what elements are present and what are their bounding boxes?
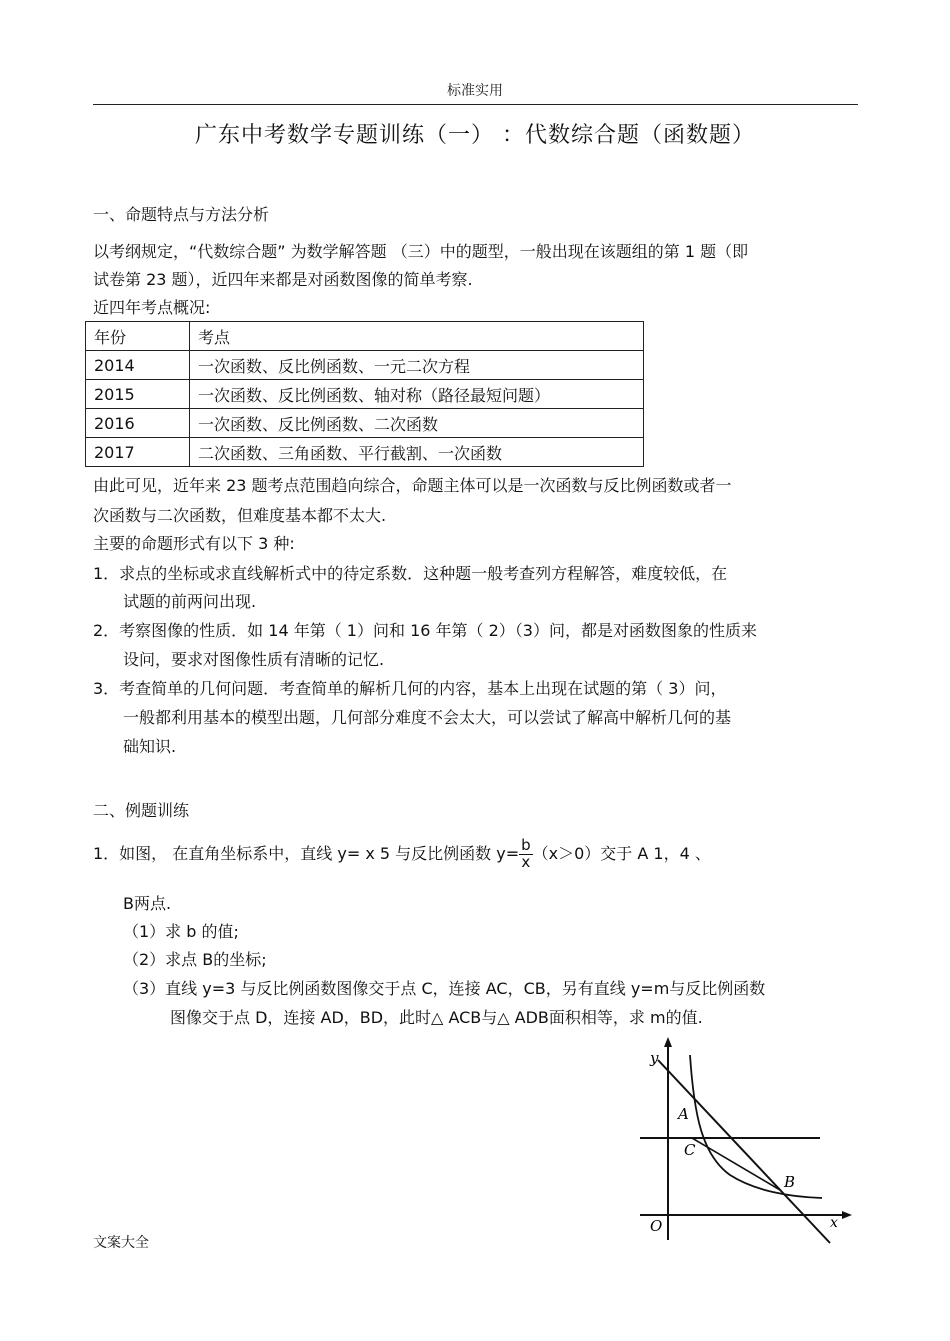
summary-line-2: 次函数与二次函数，但难度基本都不太大.	[93, 506, 387, 525]
table-cell-topic: 一次函数、反比例函数、轴对称（路径最短问题）	[190, 380, 644, 409]
question-1-stem-pre: 1．如图， 在直角坐标系中，直线 y= x 5 与反比例函数 y=	[93, 843, 520, 863]
intro-line-2: 试卷第 23 题），近四年来都是对函数图像的简单考察.	[93, 270, 473, 289]
label-b: B	[784, 1173, 796, 1191]
form-item-1-line-1: 1．求点的坐标或求直线解析式中的待定系数．这种题一般考查列方程解答，难度较低，在	[93, 564, 728, 583]
table-row	[86, 380, 644, 409]
table-cell-year: 2017	[86, 438, 190, 467]
form-item-3-line-2: 一般都利用基本的模型出题，几何部分难度不会太大，可以尝试了解高中解析几何的基	[123, 708, 732, 727]
page-header: 标准实用	[447, 83, 503, 99]
question-1-sub-3-line-1: （3）直线 y=3 与反比例函数图像交于点 C，连接 AC，CB，另有直线 y=m与反比例函数	[123, 979, 766, 998]
form-item-2-line-1: 2．考察图像的性质．如 14 年第（ 1）问和 16 年第（ 2）（3）问，都是对函数图象的性质来	[93, 621, 757, 640]
table-header-row	[86, 322, 644, 351]
table-cell-topic: 一次函数、反比例函数、二次函数	[190, 409, 644, 438]
intro-line-1: 以考纲规定，“代数综合题” 为数学解答题 （三）中的题型，一般出现在该题组的第 1 题（即	[93, 242, 749, 261]
table-cell-topic: 二次函数、三角函数、平行截割、一次函数	[190, 438, 644, 467]
overview-label: 近四年考点概况:	[93, 298, 211, 317]
form-item-1-line-2: 试题的前两问出现.	[123, 592, 257, 611]
question-1-sub-1: （1）求 b 的值;	[123, 922, 239, 941]
table-row	[86, 351, 644, 380]
fraction-b-over-x	[519, 838, 533, 871]
page-footer: 文案大全	[93, 1235, 149, 1251]
header-divider	[93, 104, 858, 105]
question-1-sub-3-line-2: 图像交于点 D，连接 AD，BD，此时△ ACB与△ ADB面积相等，求 m的值.	[170, 1008, 703, 1027]
label-origin: O	[650, 1217, 663, 1235]
table-cell-year: 2014	[86, 351, 190, 380]
table-cell-year: 2016	[86, 409, 190, 438]
label-a: A	[678, 1105, 689, 1123]
question-1-line-2: B两点.	[123, 894, 172, 913]
table-cell-topic: 一次函数、反比例函数、一元二次方程	[190, 351, 644, 380]
question-1-sub-2: （2）求点 B的坐标;	[123, 950, 267, 969]
question-1-stem-post: （x＞0）交于 A 1，4 、	[532, 843, 711, 863]
form-item-3-line-1: 3．考查简单的几何问题．考查简单的解析几何的内容，基本上出现在试题的第（ 3）问，	[93, 679, 727, 698]
fraction-numerator: b	[521, 836, 531, 854]
fraction-denominator: x	[521, 852, 531, 871]
form-item-3-line-3: 础知识.	[123, 737, 177, 756]
form-item-2-line-2: 设问，要求对图像性质有清晰的记忆.	[123, 650, 385, 669]
topics-table	[85, 321, 644, 467]
table-cell-year: 2015	[86, 380, 190, 409]
table-header-year: 年份	[86, 322, 190, 351]
forms-label: 主要的命题形式有以下 3 种:	[93, 534, 295, 553]
section1-heading: 一、命题特点与方法分析	[93, 205, 270, 224]
y-axis-arrow-icon	[664, 1037, 672, 1047]
table-row	[86, 409, 644, 438]
document-title: 广东中考数学专题训练（一） ：代数综合题（函数题）	[195, 123, 755, 148]
segment-cb	[692, 1138, 780, 1190]
summary-line-1: 由此可见，近年来 23 题考点范围趋向综合，命题主体可以是一次函数与反比例函数或者一	[93, 476, 732, 495]
table-row	[86, 438, 644, 467]
table-header-topic: 考点	[190, 322, 644, 351]
x-axis-arrow-icon	[842, 1211, 852, 1219]
label-x: x	[830, 1215, 838, 1231]
label-c: C	[684, 1141, 696, 1159]
section2-heading: 二、例题训练	[93, 801, 190, 820]
question-1-stem	[93, 838, 711, 871]
function-figure	[630, 1035, 855, 1245]
label-y: y	[650, 1049, 659, 1067]
